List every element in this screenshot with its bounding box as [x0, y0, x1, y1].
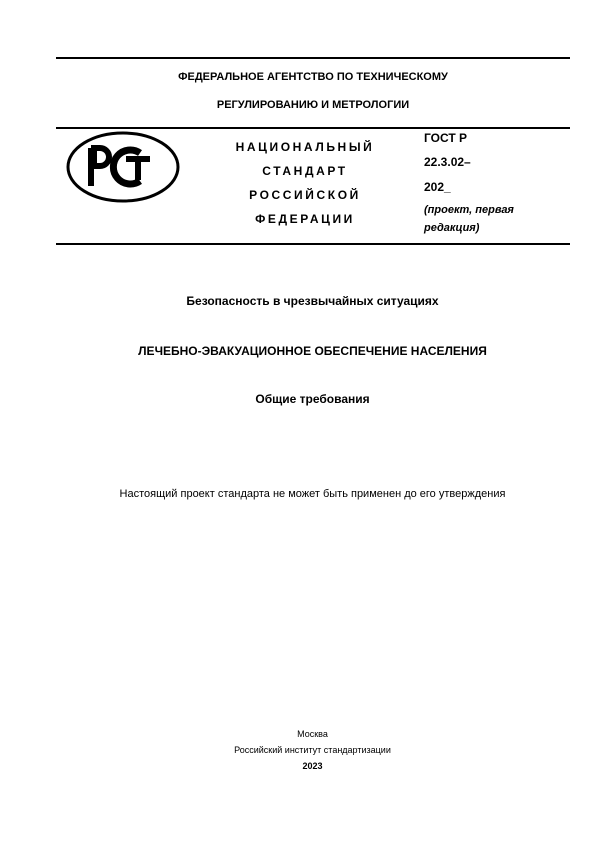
publication-city: Москва [297, 729, 328, 739]
agency-name-line-1: ФЕДЕРАЛЬНОЕ АГЕНТСТВО ПО ТЕХНИЧЕСКОМУ [178, 71, 448, 83]
draft-edition-note-line-2: редакция) [424, 222, 480, 234]
document-subtitle: Общие требования [255, 392, 370, 406]
publication-year: 2023 [302, 761, 323, 771]
standard-designation-year: 202_ [424, 180, 451, 194]
publisher-name: Российский институт стандартизации [234, 745, 391, 755]
agency-name-line-2: РЕГУЛИРОВАНИЮ И МЕТРОЛОГИИ [216, 99, 410, 111]
rst-certification-mark-icon [66, 131, 181, 203]
bottom-divider [56, 243, 570, 245]
draft-edition-note-line-1: (проект, первая [424, 204, 514, 216]
standard-type-line-2: СТАНДАРТ [262, 164, 348, 178]
standard-type-line-1: НАЦИОНАЛЬНЫЙ [235, 140, 375, 154]
header-divider [56, 127, 570, 129]
standard-designation-number: 22.3.02– [424, 155, 471, 169]
standard-designation-prefix: ГОСТ Р [424, 131, 468, 145]
top-divider [56, 57, 570, 59]
standard-type-line-4: ФЕДЕРАЦИИ [255, 212, 355, 226]
standard-type-line-3: РОССИЙСКОЙ [249, 188, 361, 202]
document-subject: Безопасность в чрезвычайных ситуациях [186, 294, 439, 308]
document-title: ЛЕЧЕБНО-ЭВАКУАЦИОННОЕ ОБЕСПЕЧЕНИЕ НАСЕЛЕНИЯ [138, 344, 487, 358]
draft-notice: Настоящий проект стандарта не может быть применен до его утверждения [119, 488, 506, 500]
